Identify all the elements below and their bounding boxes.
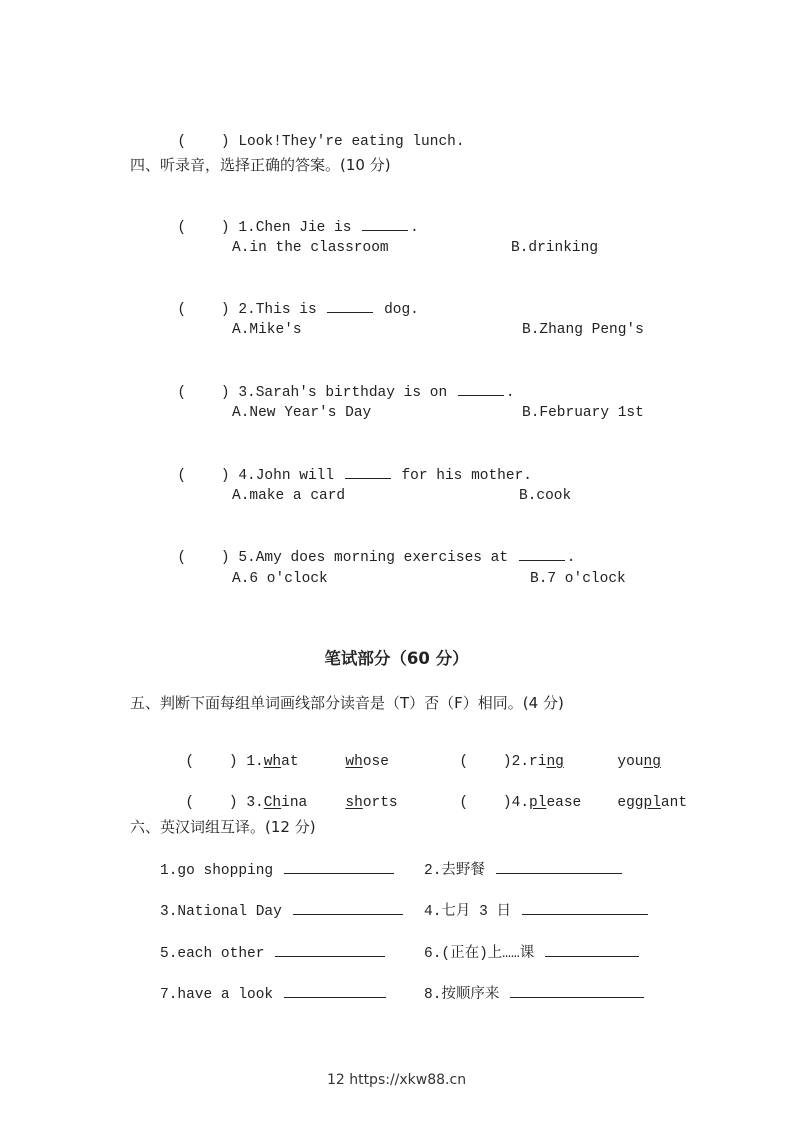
section4-heading: 四、听录音，选择正确的答案。(10 分) — [130, 156, 391, 174]
answer-blank[interactable] — [510, 983, 644, 998]
option-a: A.make a card — [232, 488, 346, 504]
underlined-letters: pl — [529, 795, 547, 811]
word-part: egg — [617, 795, 644, 811]
phonics-question-4 — [442, 776, 581, 812]
question-end: . — [410, 220, 419, 236]
phrase: 5.each other — [160, 946, 265, 962]
word-part: ose — [362, 754, 389, 770]
word-part: orts — [362, 795, 398, 811]
option-a: A.Mike's — [232, 322, 302, 338]
section6-heading: 六、英汉词组互译。(12 分) — [130, 818, 316, 836]
word-part: ina — [281, 795, 308, 811]
underlined-letters: wh — [263, 754, 282, 770]
answer-bracket: ( ) — [177, 468, 230, 484]
answer-blank[interactable] — [275, 942, 385, 957]
option-a: A.6 o'clock — [232, 571, 328, 587]
word-part: ant — [660, 795, 688, 811]
answer-blank[interactable] — [345, 464, 391, 479]
phrase: 3.National Day — [160, 904, 282, 920]
option-a: A.New Year's Day — [232, 405, 372, 421]
answer-blank[interactable] — [458, 381, 504, 396]
translation-item-6 — [424, 942, 641, 963]
word-part: ease — [546, 795, 582, 811]
word-part: you — [617, 754, 644, 770]
listening-question-1 — [160, 198, 419, 237]
listening-question-3 — [160, 363, 515, 402]
answer-blank[interactable] — [293, 900, 403, 915]
question-end: . — [505, 385, 515, 401]
question-text: 5.Amy does morning exercises at — [238, 550, 509, 566]
listening-question-4 — [160, 446, 532, 485]
answer-blank[interactable] — [496, 859, 622, 874]
phonics-question-3 — [168, 776, 307, 812]
question-end: dog. — [384, 302, 419, 318]
translation-item-4 — [424, 900, 650, 921]
question-text: 3.Sarah's birthday is on — [238, 385, 448, 401]
phrase: 8.按顺序来 — [424, 987, 500, 1003]
question-end: . — [566, 550, 576, 566]
translation-item-7 — [160, 983, 388, 1004]
answer-blank[interactable] — [522, 900, 648, 915]
answer-blank[interactable] — [362, 216, 408, 231]
underlined-letters: ng — [546, 754, 564, 770]
answer-bracket: ( ) — [177, 220, 230, 236]
underlined-letters: ng — [643, 754, 661, 770]
translation-item-3 — [160, 900, 405, 921]
listening-question-2 — [160, 280, 419, 319]
answer-bracket: ( ) — [459, 754, 512, 770]
underlined-letters: Ch — [263, 795, 282, 811]
phonics-word — [600, 735, 661, 771]
answer-bracket: ( ) — [185, 795, 238, 811]
option-b: B.February 1st — [522, 405, 644, 421]
answer-bracket: ( ) — [185, 754, 238, 770]
translation-item-1 — [160, 859, 396, 880]
answer-blank[interactable] — [519, 546, 565, 561]
phonics-word — [328, 776, 398, 812]
option-a: A.in the classroom — [232, 240, 389, 256]
question-number: 2. — [511, 754, 530, 770]
phrase: 4.七月 3 日 — [424, 904, 512, 920]
underlined-letters: pl — [643, 795, 661, 811]
answer-blank[interactable] — [545, 942, 639, 957]
answer-blank[interactable] — [327, 298, 373, 313]
option-b: B.drinking — [511, 240, 599, 256]
question-number: 1. — [246, 754, 264, 770]
phrase: 6.(正在)上……课 — [424, 946, 535, 962]
option-b: B.7 o'clock — [530, 571, 626, 587]
translation-item-5 — [160, 942, 387, 963]
option-b: B.cook — [519, 488, 572, 504]
phonics-word — [600, 776, 687, 812]
phonics-word — [328, 735, 389, 771]
listening-question-5 — [160, 528, 575, 567]
underlined-letters: wh — [345, 754, 363, 770]
translation-item-8 — [424, 983, 646, 1004]
answer-bracket: ( ) — [177, 302, 230, 318]
word-part: ri — [529, 754, 547, 770]
answer-blank[interactable] — [284, 859, 394, 874]
question-text: 4.John will — [238, 468, 335, 484]
phonics-question-1 — [168, 735, 299, 771]
word-part: at — [281, 754, 299, 770]
section5-heading: 五、判断下面每组单词画线部分读音是（T）否（F）相同。(4 分) — [130, 694, 564, 712]
answer-bracket: ( ) — [459, 795, 512, 811]
written-part-title: 笔试部分（60 分） — [324, 649, 469, 668]
phrase: 7.have a look — [160, 987, 274, 1003]
phonics-question-2 — [442, 735, 564, 771]
page-footer: 12 https://xkw88.cn — [326, 1072, 467, 1088]
top-item — [160, 115, 465, 151]
answer-blank[interactable] — [284, 983, 386, 998]
question-number: 4. — [511, 795, 530, 811]
phrase: 2.去野餐 — [424, 863, 485, 879]
answer-bracket: ( ) — [177, 550, 230, 566]
underlined-letters: sh — [345, 795, 363, 811]
translation-item-2 — [424, 859, 624, 880]
question-text: 2.This is — [238, 302, 317, 318]
top-item-text: Look!They're eating lunch. — [238, 134, 465, 150]
question-number: 3. — [246, 795, 264, 811]
answer-bracket: ( ) — [177, 134, 230, 150]
phrase: 1.go shopping — [160, 863, 274, 879]
question-end: for his mother. — [401, 468, 532, 484]
question-text: 1.Chen Jie is — [238, 220, 352, 236]
option-b: B.Zhang Peng's — [522, 322, 644, 338]
answer-bracket: ( ) — [177, 385, 230, 401]
